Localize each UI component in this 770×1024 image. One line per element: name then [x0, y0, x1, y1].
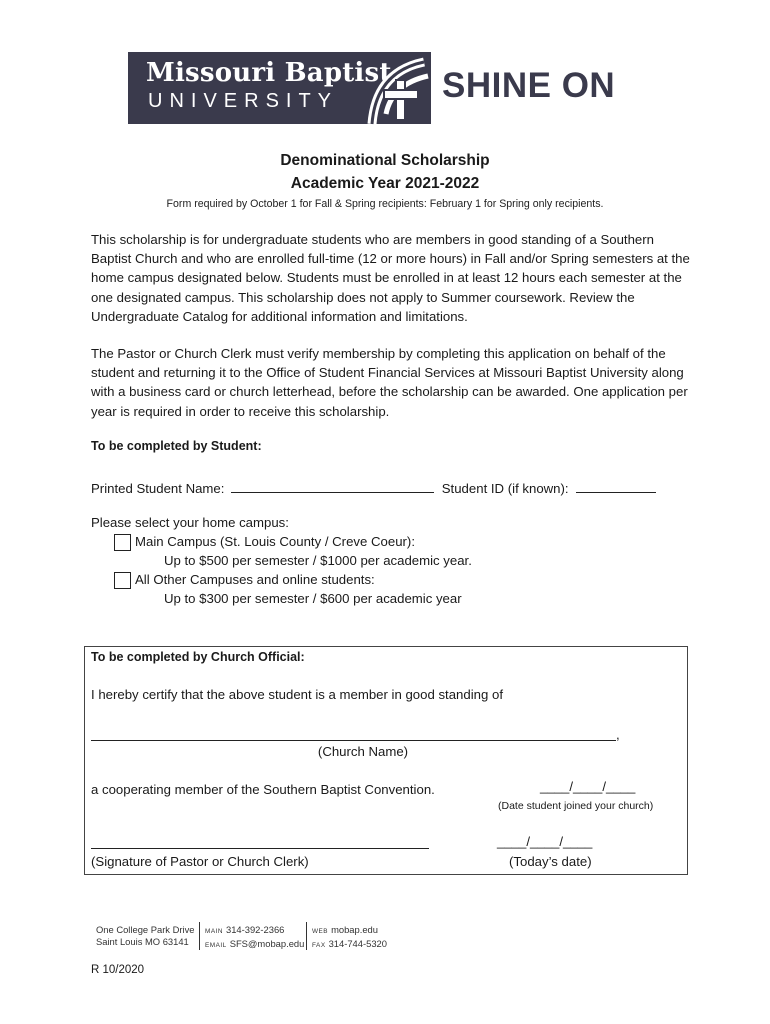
student-name-label: Printed Student Name:	[91, 481, 225, 496]
address-line1: One College Park Drive	[96, 924, 195, 935]
shine-on-tagline: SHINE ON	[442, 66, 616, 105]
campus-prompt: Please select your home campus:	[91, 515, 289, 530]
student-id-field[interactable]	[576, 478, 656, 493]
footer-address	[96, 924, 194, 948]
fax-label: FAX	[312, 942, 326, 949]
official-section-heading: To be completed by Church Official:	[91, 650, 305, 664]
church-name-caption: (Church Name)	[317, 744, 409, 759]
cooperating-statement: a cooperating member of the Southern Baptist Convention.	[91, 782, 435, 797]
certify-statement: I hereby certify that the above student is a member in good standing of	[91, 687, 503, 702]
today-date-field[interactable]: ____/____/____	[497, 834, 593, 849]
main-campus-checkbox[interactable]	[114, 534, 131, 551]
today-date-caption: (Today’s date)	[509, 854, 592, 869]
eligibility-paragraph: This scholarship is for undergraduate students who are members in good standing of a Southern Baptist Church and who are enrolled full-time (12 or more hours) in Fall and/or Spring semesters at the home campus designated below. Students must be enrolled in at least 12 hours each semester at the one designated campus. This scholarship does not apply to Summer coursework. Review the Undergraduate Catalog for additional information and limitations.	[91, 232, 690, 324]
fax-number: 314-744-5320	[328, 938, 387, 949]
email-link[interactable]: SFS@mobap.edu	[229, 938, 305, 949]
student-name-field[interactable]	[231, 478, 434, 493]
address-line2: Saint Louis MO 63141	[96, 936, 189, 947]
logo-name-line1: Missouri Baptist	[146, 58, 392, 88]
student-id-label: Student ID (if known):	[441, 481, 569, 496]
academic-year-title: Academic Year 2021-2022	[290, 175, 480, 192]
footer-divider	[306, 922, 307, 950]
web-label: WEB	[312, 928, 329, 935]
date-joined-caption: (Date student joined your church)	[498, 800, 654, 812]
church-name-field[interactable]	[91, 740, 616, 741]
church-official-section	[84, 646, 688, 875]
date-joined-field[interactable]: ____/____/____	[540, 779, 636, 794]
church-name-comma: ,	[616, 727, 620, 742]
signature-field[interactable]	[91, 848, 429, 849]
signature-caption: (Signature of Pastor or Church Clerk)	[91, 854, 309, 869]
other-campus-checkbox[interactable]	[114, 572, 131, 589]
student-name-row	[91, 478, 656, 496]
footer-divider	[199, 922, 200, 950]
main-phone: 314-392-2366	[225, 924, 285, 935]
deadline-note: Form required by October 1 for Fall & Spring recipients: February 1 for Spring only recipients.	[166, 198, 604, 210]
logo-name-line2: UNIVERSITY	[148, 90, 339, 112]
main-phone-label: MAIN	[205, 928, 223, 935]
footer-web-fax	[312, 924, 387, 952]
cross-arc-logo-icon	[366, 54, 442, 126]
form-title: Denominational Scholarship	[280, 152, 490, 169]
footer-contact	[205, 924, 304, 952]
web-link[interactable]: mobap.edu	[331, 924, 378, 935]
student-section-heading: To be completed by Student:	[91, 439, 262, 453]
main-campus-amount: Up to $500 per semester / $1000 per academic year.	[164, 553, 472, 568]
verification-paragraph: The Pastor or Church Clerk must verify membership by completing this application on behalf of the student and returning it to the Office of Student Financial Services at Missouri Baptist University along with a business card or church letterhead, before the scholarship can be awarded. One application per year is required in order to receive this scholarship.	[91, 346, 688, 419]
other-campus-label: All Other Campuses and online students:	[135, 572, 375, 587]
revision-code: R 10/2020	[91, 964, 145, 976]
email-label: EMAIL	[205, 942, 227, 949]
main-campus-label: Main Campus (St. Louis County / Creve Coeur):	[135, 534, 415, 549]
other-campus-amount: Up to $300 per semester / $600 per academic year	[164, 591, 462, 606]
